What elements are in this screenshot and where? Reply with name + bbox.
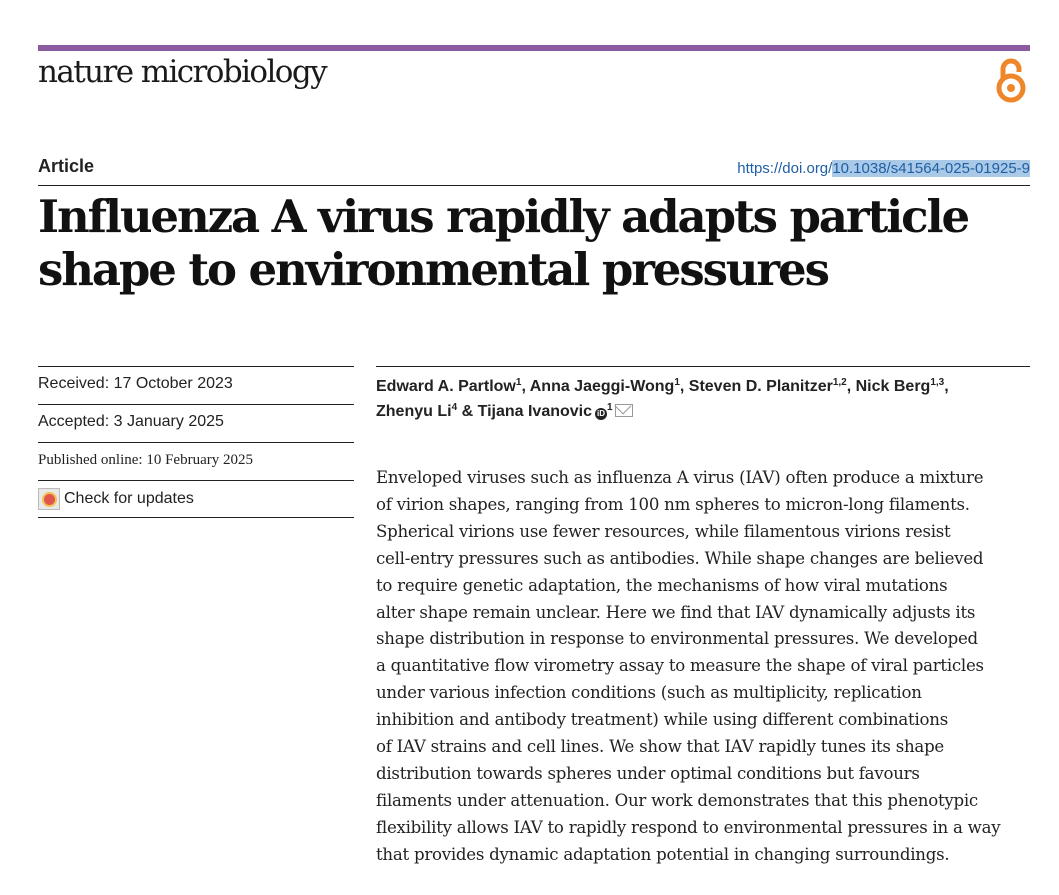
abstract-line: cell-entry pressures such as antibodies. While shape changes are believed [376, 548, 984, 568]
abstract-line: of virion shapes, ranging from 100 nm spheres to micron-long filaments. [376, 494, 970, 514]
meta-divider-top [38, 366, 354, 367]
received-date: Received: 17 October 2023 [38, 375, 233, 392]
author-name[interactable]: Anna Jaeggi-Wong [529, 378, 675, 395]
author-affiliation[interactable]: 4 [451, 402, 458, 413]
open-access-icon [994, 56, 1028, 104]
author-affiliation[interactable]: 1 [674, 377, 680, 388]
accepted-date: Accepted: 3 January 2025 [38, 413, 224, 430]
orcid-icon[interactable]: iD [597, 409, 605, 418]
author-list: Edward A. Partlow$^1$, Anna Jaeggi-Wong$^1$, Steven D. Planitzer$^{1,2}$, Nick Berg$^{1,3}$, Zhenyu Li$^4$ & Tijana Ivanovic $iD^1$ [376, 377, 949, 420]
abstract-line: shape distribution in response to environmental pressures. We developed [376, 629, 978, 649]
author-affiliation[interactable]: 1 [607, 402, 613, 413]
abstract-line: of IAV strains and cell lines. We show that IAV rapidly tunes its shape [376, 737, 945, 757]
abstract-line: alter shape remain unclear. Here we find that IAV dynamically adjusts its [376, 602, 976, 622]
abstract [376, 465, 1016, 869]
email-icon[interactable] [615, 404, 633, 417]
journal-accent-bar [38, 45, 1030, 51]
abstract-line: that provides dynamic adaptation potential in changing surroundings. [376, 844, 950, 864]
meta-divider [38, 442, 354, 443]
author-name[interactable]: Nick Berg [855, 378, 931, 395]
author-name[interactable]: Tijana Ivanovic [477, 403, 592, 420]
author-affiliation[interactable]: 1 [515, 377, 522, 388]
author-affiliation[interactable]: 1,2 [832, 377, 847, 388]
author-name[interactable]: Zhenyu Li [376, 403, 452, 420]
check-for-updates-label[interactable]: Check for updates [64, 490, 194, 507]
author-name[interactable]: Steven D. Planitzer [688, 378, 833, 395]
abstract-line: under various infection conditions (such as multiplicity, replication [376, 683, 922, 703]
doi-link[interactable] [737, 160, 1030, 177]
abstract-line: to require genetic adaptation, the mechanisms of how viral mutations [376, 575, 948, 595]
authors-divider [376, 366, 1030, 367]
meta-divider-bottom [38, 517, 354, 518]
crossmark-icon[interactable] [38, 488, 60, 510]
abstract-line: filaments under attenuation. Our work demonstrates that this phenotypic [376, 790, 978, 810]
check-for-updates-button[interactable] [38, 488, 194, 510]
header-divider [38, 185, 1030, 186]
article-title: Influenza A virus rapidly adapts particle shape to environmental pressures [38, 190, 968, 296]
doi-id-selected[interactable]: 10.1038/s41564-025-01925-9 [832, 160, 1030, 177]
article-type-label: Article [38, 156, 95, 176]
meta-divider [38, 480, 354, 481]
doi-prefix[interactable]: https://doi.org/ [737, 160, 833, 177]
abstract-line: Spherical virions use fewer resources, while filamentous virions resist [376, 521, 951, 541]
abstract-line: Enveloped viruses such as influenza A virus (IAV) often produce a mixture [376, 468, 984, 487]
author-affiliation[interactable]: 1,3 [930, 377, 945, 388]
abstract-line: distribution towards spheres under optimal conditions but favours [376, 763, 920, 783]
abstract-line: flexibility allows IAV to rapidly respond to environmental pressures in a way [376, 817, 1001, 837]
abstract-line: inhibition and antibody treatment) while using different combinations [376, 710, 948, 730]
author-name[interactable]: Edward A. Partlow [376, 378, 516, 395]
published-date: Published online: 10 February 2025 [38, 452, 253, 468]
meta-divider [38, 404, 354, 405]
abstract-line: a quantitative flow virometry assay to measure the shape of viral particles [376, 656, 984, 676]
journal-name[interactable]: nature microbiology [38, 54, 327, 90]
